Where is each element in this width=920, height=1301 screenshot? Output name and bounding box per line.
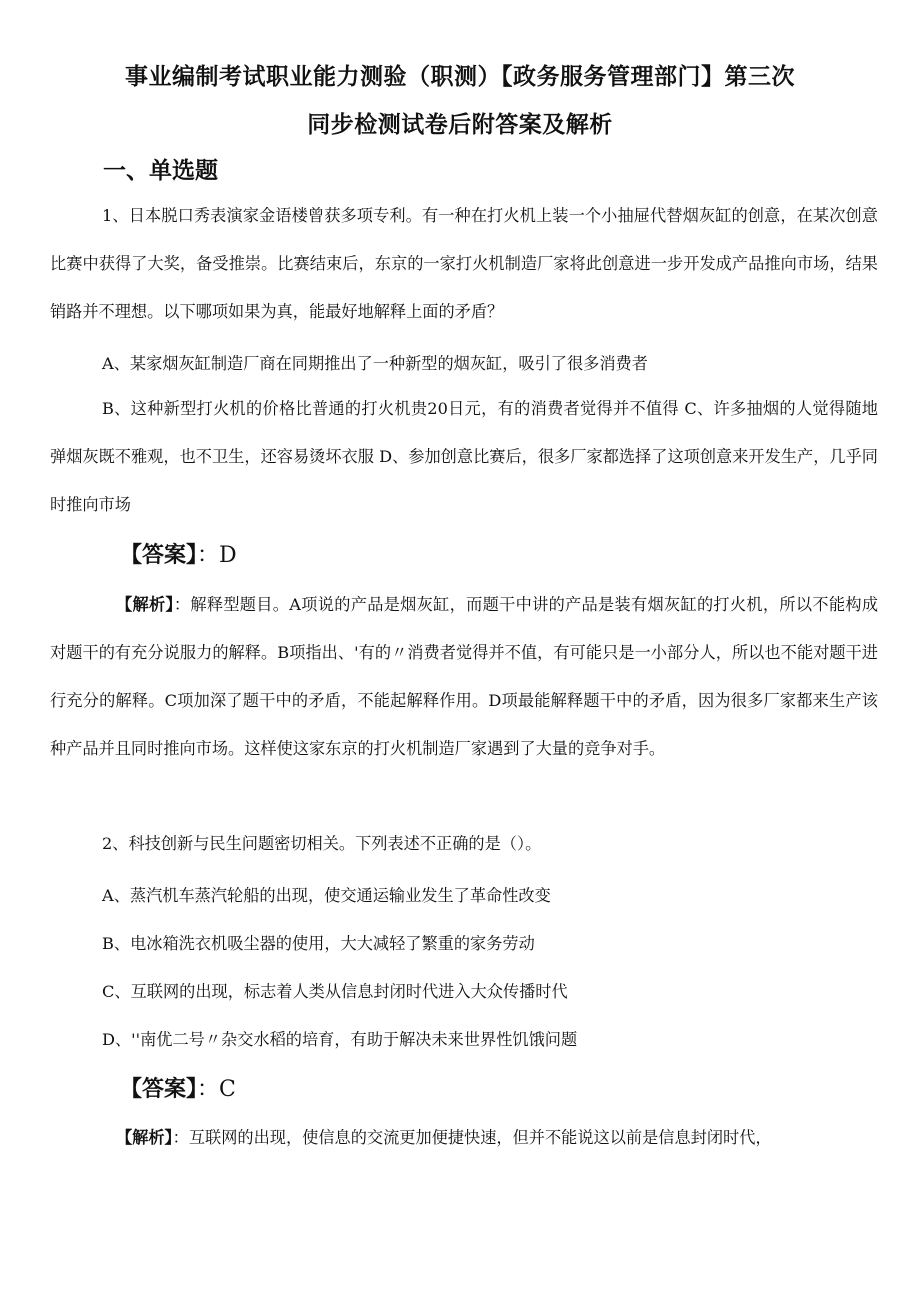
question-1-explanation [50,581,878,773]
question-1-option-a: A、某家烟灰缸制造厂商在同期推出了一种新型的烟灰缸，吸引了很多消费者 [102,354,648,373]
question-1-answer [120,538,237,569]
section-heading: 一、单选题 [103,158,218,184]
answer-label: 【答案】 [120,543,198,568]
question-2-answer [120,1072,236,1103]
question-2-option-a: A、蒸汽机车蒸汽轮船的出现，使交通运输业发生了革命性改变 [102,886,551,905]
document-title-line-2: 同步检测试卷后附答案及解析 [307,112,613,138]
answer-label: 【答案】 [120,1077,198,1102]
explanation-text: ：互联网的出现，使信息的交流更加便捷快速，但并不能说这以前是信息封闭时代， [172,1128,772,1147]
answer-value: ：D [197,543,237,568]
answer-value: ：C [197,1077,236,1102]
question-1-stem: 1、日本脱口秀表演家金语楼曾获多项专利。有一种在打火机上装一个小抽屉代替烟灰缸的创意，在某次创意比赛中获得了大奖，备受推崇。比赛结束后，东京的一家打火机制造厂家将此创意进一步开发成产品推向市场，结果销路并不理想。以下哪项如果为真，能最好地解释上面的矛盾？ [50,206,878,321]
explanation-label: 【解析】 [116,1128,173,1147]
document-title-line-1: 事业编制考试职业能力测验（职测）【政务服务管理部门】第三次 [125,64,795,90]
question-2-option-d: D、''南优二号〃杂交水稻的培育，有助于解决未来世界性饥饿问题 [102,1030,578,1049]
question-2-explanation [50,1114,878,1162]
question-1-options-bcd: B、这种新型打火机的价格比普通的打火机贵20日元，有的消费者觉得并不值得 C、许多抽烟的人觉得随地弹烟灰既不雅观，也不卫生，还容易烫坏衣服 D、参加创意比赛后，很多厂家都选择了这项创意来开发生产，几乎同时推向市场 [50,399,878,514]
explanation-text: ：解释型题目。A项说的产品是烟灰缸，而题干中讲的产品是装有烟灰缸的打火机，所以不能构成对题干的有充分说服力的解释。B项指出、'有的〃消费者觉得并不值，有可能只是一小部分人，所以也不能对题干进行充分的解释。C项加深了题干中的矛盾，不能起解释作用。D项最能解释题干中的矛盾，因为很多厂家都来生产该种产品并且同时推向市场。这样使这家东京的打火机制造厂家遇到了大量的竞争对手。 [50,595,879,758]
question-2-option-b: B、电冰箱洗衣机吸尘器的使用，大大减轻了繁重的家务劳动 [102,934,535,953]
question-2-option-c: C、互联网的出现，标志着人类从信息封闭时代进入大众传播时代 [102,982,568,1001]
question-2-stem: 2、科技创新与民生问题密切相关。下列表述不正确的是（）。 [102,834,542,853]
explanation-label: 【解析】 [116,595,174,614]
